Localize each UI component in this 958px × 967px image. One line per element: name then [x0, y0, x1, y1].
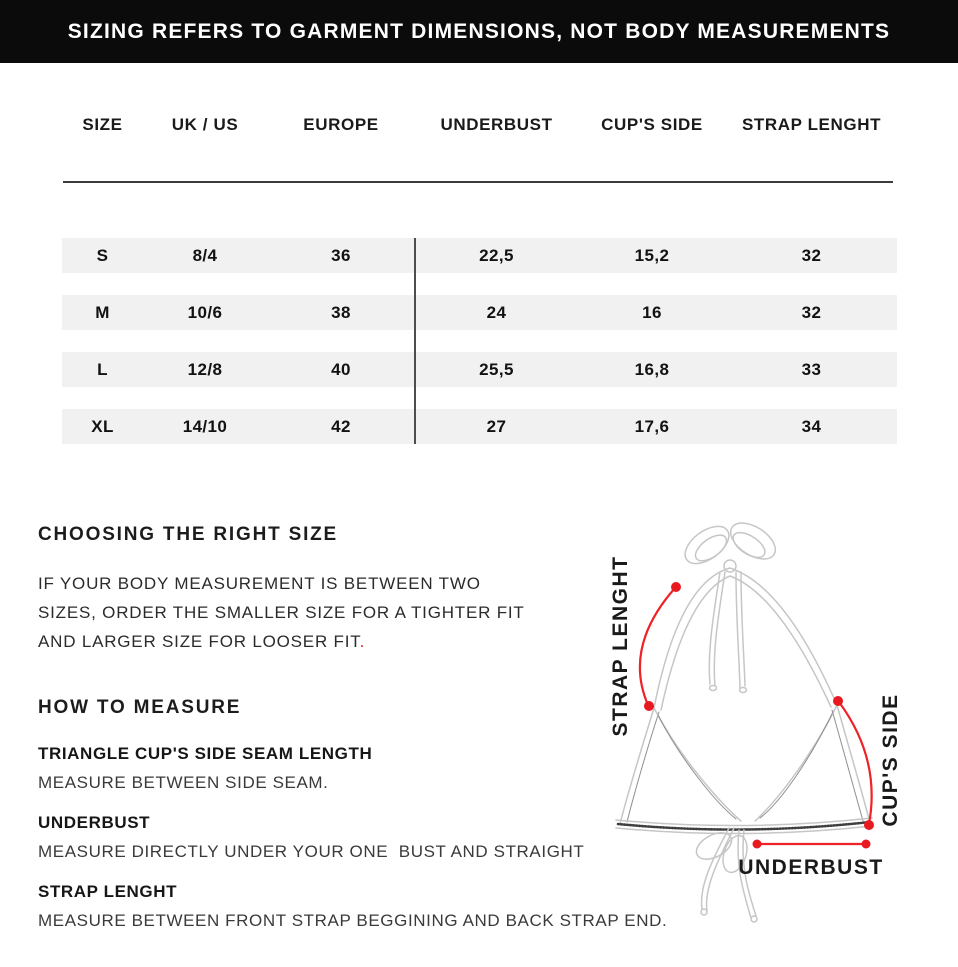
fit-advice-line-3-text: AND LARGER SIZE FOR LOOSER FIT: [38, 632, 360, 651]
size-table-header-row: [62, 112, 897, 138]
column-header-uk-us: UK / US: [171, 115, 239, 134]
table-row-s: [62, 238, 897, 273]
choosing-size-heading: CHOOSING THE RIGHT SIZE: [38, 524, 339, 545]
measure-instructions-list: [38, 744, 667, 951]
measure-item-strap-lenght: [38, 882, 667, 931]
measure-item-title: TRIANGLE CUP'S SIDE SEAM LENGTH: [38, 744, 373, 763]
cell-strap-lenght: 33: [801, 359, 822, 379]
red-period: .: [359, 632, 366, 651]
column-header-size: SIZE: [82, 115, 123, 134]
measure-item-underbust: [38, 813, 667, 862]
cell-strap-lenght: 32: [801, 245, 822, 265]
cell-size: L: [97, 359, 108, 379]
strap-lenght-label: STRAP LENGHT: [609, 555, 632, 737]
fit-advice-line-3: [38, 627, 525, 656]
how-to-measure-heading: HOW TO MEASURE: [38, 697, 242, 718]
cell-size: S: [96, 245, 109, 265]
cell-size: XL: [91, 416, 114, 436]
cell-underbust: 25,5: [479, 359, 514, 379]
column-header-europe: EUROPE: [303, 115, 379, 134]
banner-text: SIZING REFERS TO GARMENT DIMENSIONS, NOT BODY MEASUREMENTS: [67, 19, 891, 43]
fit-advice-paragraph: [38, 569, 525, 656]
cell-underbust: 27: [486, 416, 507, 436]
measure-item-description: MEASURE DIRECTLY UNDER YOUR ONE BUST AND STRAIGHT: [38, 842, 585, 861]
table-row-xl: [62, 409, 897, 444]
cell-cups-side: 16: [642, 302, 662, 322]
cups-side-label: CUP'S SIDE: [879, 693, 902, 827]
measure-item-title: UNDERBUST: [38, 813, 151, 832]
column-header-underbust: UNDERBUST: [440, 115, 553, 134]
header-underline: [63, 181, 893, 183]
measure-item-cups-side: [38, 744, 667, 793]
cell-cups-side: 15,2: [634, 245, 670, 265]
measure-item-description: MEASURE BETWEEN SIDE SEAM.: [38, 773, 329, 792]
cell-europe: 36: [331, 245, 351, 265]
table-row-l: [62, 352, 897, 387]
halter-bow-icon: [679, 516, 782, 572]
fit-advice-line-1: IF YOUR BODY MEASUREMENT IS BETWEEN TWO: [38, 574, 481, 593]
top-banner: [0, 0, 958, 63]
cell-europe: 40: [331, 359, 351, 379]
size-table-body: [62, 238, 897, 466]
bow-tie-ends: [709, 572, 746, 693]
left-cup-outline: [620, 708, 741, 824]
cell-cups-side: 17,6: [634, 416, 670, 436]
cell-strap-lenght: 34: [801, 416, 822, 436]
measure-item-title: STRAP LENGHT: [38, 882, 178, 901]
table-vertical-divider: [414, 238, 416, 444]
cell-europe: 42: [331, 416, 351, 436]
cell-uk-us: 8/4: [192, 245, 218, 265]
column-header-strap-lenght: STRAP LENGHT: [741, 115, 882, 134]
cups-side-arc: [839, 702, 872, 824]
table-row-m: [62, 295, 897, 330]
cell-underbust: 22,5: [479, 245, 514, 265]
measurement-arrows: [640, 582, 874, 849]
bikini-measurement-diagram: [583, 512, 958, 967]
cell-europe: 38: [331, 302, 351, 322]
underbust-label: UNDERBUST: [738, 856, 884, 879]
column-header-cups-side: CUP'S SIDE: [601, 115, 703, 134]
cell-uk-us: 10/6: [187, 302, 223, 322]
cell-uk-us: 14/10: [182, 416, 228, 436]
cell-strap-lenght: 32: [801, 302, 822, 322]
cell-underbust: 24: [486, 302, 507, 322]
measure-item-description: MEASURE BETWEEN FRONT STRAP BEGGINING AND BACK STRAP END.: [38, 911, 668, 930]
cell-cups-side: 16,8: [634, 359, 670, 379]
cell-size: M: [95, 302, 110, 322]
fit-advice-line-2: SIZES, ORDER THE SMALLER SIZE FOR A TIGHTER FIT: [38, 603, 525, 622]
cell-uk-us: 12/8: [187, 359, 223, 379]
